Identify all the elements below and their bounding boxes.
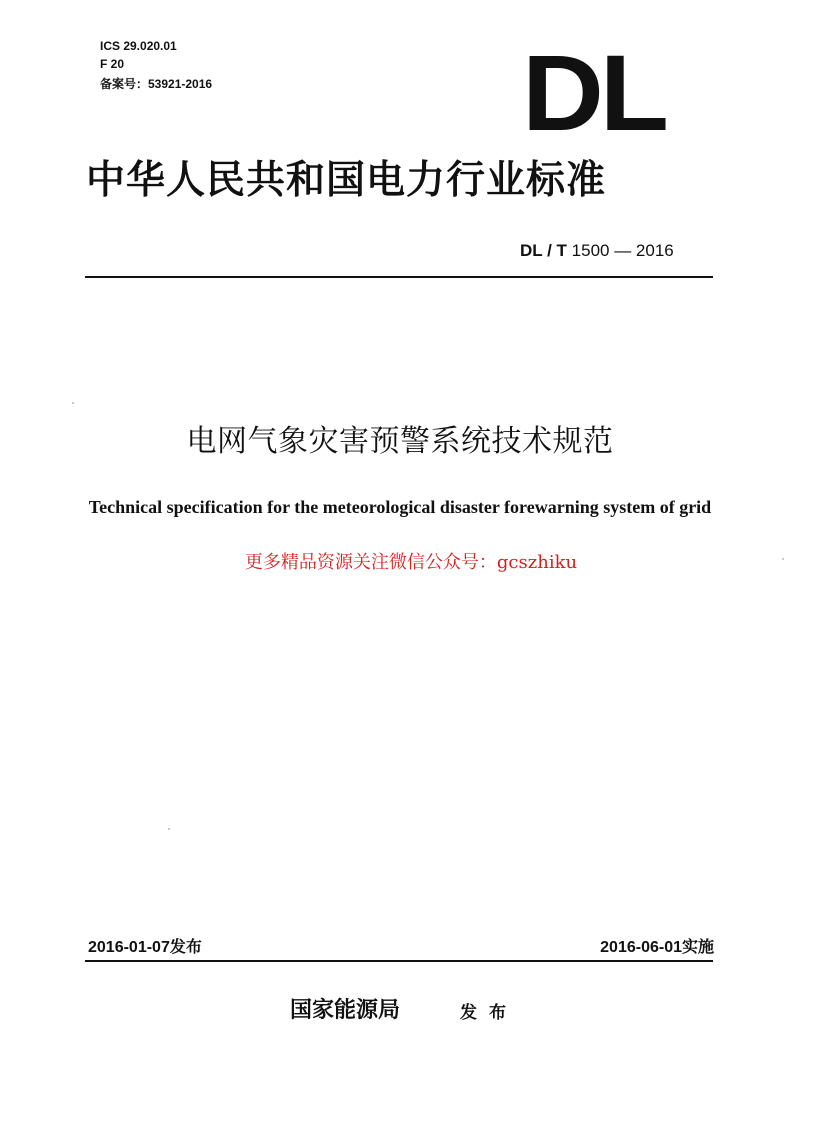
top-divider xyxy=(85,276,713,278)
issue-date-value: 2016-01-07 xyxy=(88,939,170,956)
classification-code: F 20 xyxy=(100,57,125,71)
scan-speck xyxy=(782,558,784,560)
issuing-authority: 国家能源局 xyxy=(290,998,401,1023)
industry-standard-title: 中华人民共和国电力行业标准 xyxy=(86,158,607,203)
issue-verb: 发布 xyxy=(460,1003,518,1023)
record-number: 备案号：53921-2016 xyxy=(100,77,213,91)
standard-number xyxy=(520,240,674,262)
document-title-english: Technical specification for the meteorological disaster forewarning system of grid xyxy=(88,497,712,517)
scan-speck xyxy=(72,402,74,404)
implementation-date-label: 实施 xyxy=(681,937,714,956)
document-title-chinese: 电网气象灾害预警系统技术规范 xyxy=(186,424,614,459)
standard-prefix: DL / T xyxy=(520,241,567,260)
standard-code: 1500 — 2016 xyxy=(571,241,674,260)
dl-logo: DL xyxy=(522,32,665,153)
scan-speck xyxy=(168,828,170,830)
promo-watermark-text: 更多精品资源关注微信公众号：gcszhiku xyxy=(244,552,578,573)
issue-date xyxy=(88,937,202,958)
ics-code: ICS 29.020.01 xyxy=(100,39,177,53)
implementation-date-value: 2016-06-01 xyxy=(600,939,682,956)
bottom-divider xyxy=(85,960,713,962)
implementation-date xyxy=(600,937,714,958)
issue-date-label: 发布 xyxy=(169,937,202,956)
